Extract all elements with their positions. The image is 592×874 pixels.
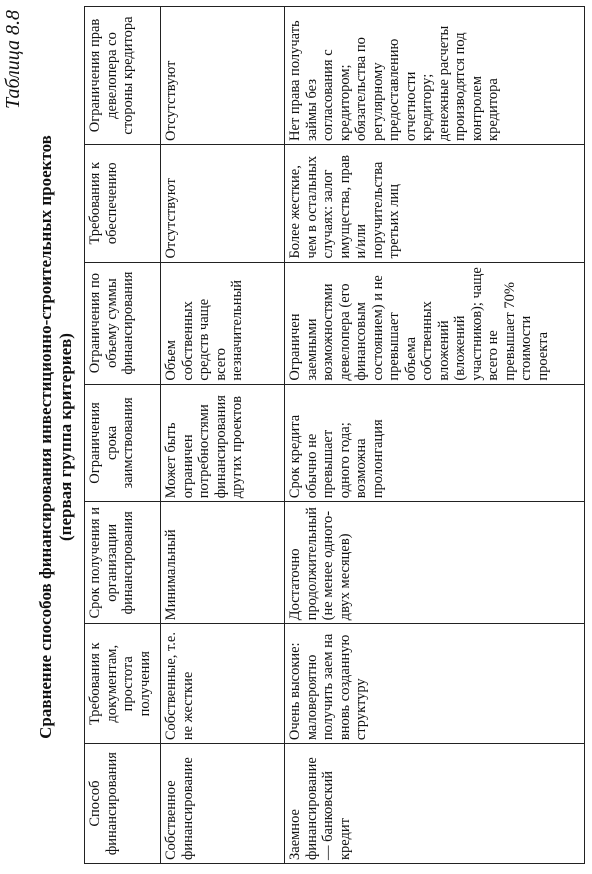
table-cell: Срок кредита обычно не превышает одного года; возможна пролонгация: [285, 384, 585, 502]
table-subtitle: (первая группа критериев): [56, 333, 75, 541]
table-cell: Может быть ограничен потребностями финансирования других проектов: [161, 384, 285, 502]
table-row: [285, 7, 585, 864]
header-cell-obtaining-time: Срок получения и организации финансирования: [85, 502, 161, 624]
table-cell: Заемное финансирование — банковский кредит: [285, 744, 585, 864]
table-cell: Собственные, т.е. не жесткие: [161, 624, 285, 744]
table-cell: Достаточно продолжительный (не менее одного-двух месяцев): [285, 502, 585, 624]
table-cell: Собственное финансирование: [161, 744, 285, 864]
header-cell-developer-rights-limits: Ограничения прав девелопера со стороны кредитора: [85, 7, 161, 145]
table-cell: Отсутствуют: [161, 7, 285, 145]
header-cell-borrowing-term-limits: Ограничения срока заимствования: [85, 384, 161, 502]
table-cell: Отсутствуют: [161, 144, 285, 262]
table-cell: Минимальный: [161, 502, 285, 624]
financing-comparison-table: [84, 6, 585, 864]
table-number-label: Таблица 8.8: [2, 10, 24, 109]
header-cell-amount-limits: Ограничения по объему суммы финансирования: [85, 262, 161, 384]
header-cell-collateral-requirements: Требования к обеспечению: [85, 144, 161, 262]
table-cell: Более жесткие, чем в остальных случаях: залог имущества, прав и/или поручительства третьих лиц: [285, 144, 585, 262]
header-cell-financing-method: Способ финансирования: [85, 744, 161, 864]
table-cell: Нет права получать займы без согласования с кредитором; обязательства по регулярному предоставлению отчетности кредитору; денежные расчеты производятся под контролем кредитора: [285, 7, 585, 145]
header-cell-document-requirements: Требования к документам, простота получения: [85, 624, 161, 744]
table-title: Сравнение способов финансирования инвестиционно-строительных проектов: [36, 135, 55, 739]
table-cell: Ограничен заемными возможностями девелопера (его финансовым состоянием) и не превышает объема собственных вложений (вложений участников); чаще всего не превышает 70% стоимости проекта: [285, 262, 585, 384]
table-header-row: [85, 7, 161, 864]
table-cell: Очень высокие: маловероятно получить заем на вновь созданную структуру: [285, 624, 585, 744]
table-cell: Объем собственных средств чаще всего незначительный: [161, 262, 285, 384]
table-row: [161, 7, 285, 864]
